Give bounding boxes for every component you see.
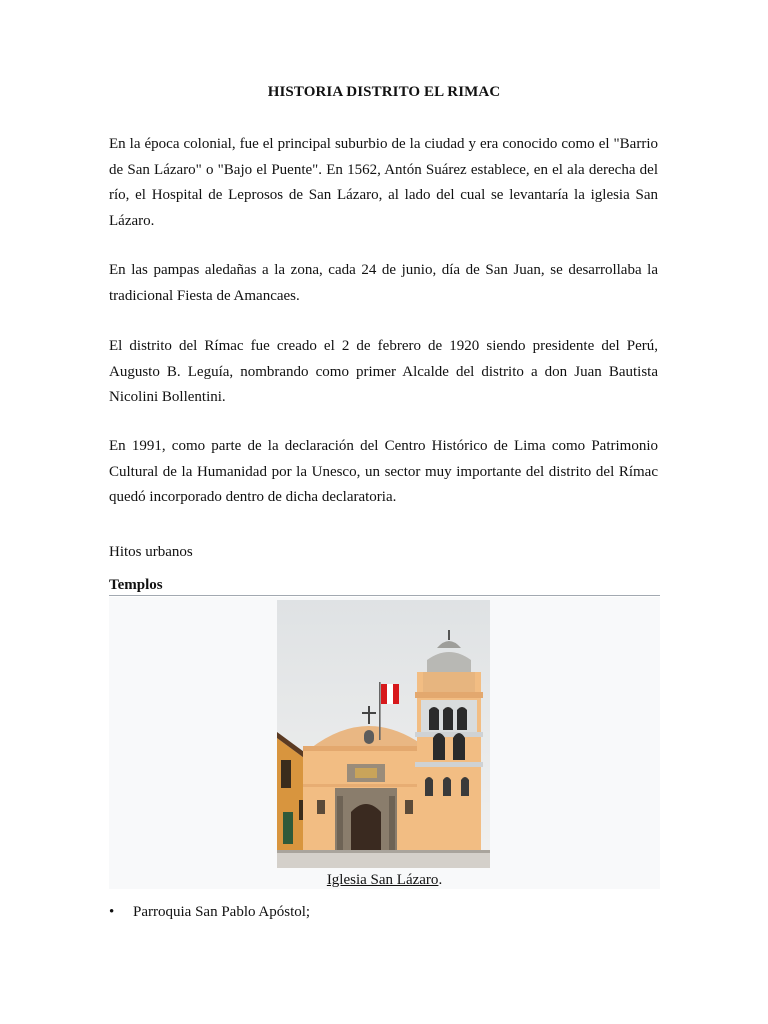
hitos-urbanos-label: Hitos urbanos	[109, 544, 193, 560]
heading-divider	[109, 595, 660, 596]
templos-list	[109, 904, 310, 921]
document-title: HISTORIA DISTRITO EL RIMAC	[267, 84, 501, 100]
paragraph-amancaes: En las pampas aledañas a la zona, cada 24 de junio, día de San Juan, se desarrollaba la tradicional Fiesta de Amancaes.	[109, 262, 658, 304]
paragraph-unesco: En 1991, como parte de la declaración del Centro Histórico de Lima como Patrimonio Cultural de la Humanidad por la Unesco, un sector muy importante del distrito del Rímac quedó incorporado dentro de dicha declaratoria.	[109, 438, 658, 505]
list-item-text: Parroquia San Pablo Apóstol;	[133, 904, 311, 920]
paragraph-colonial: En la época colonial, fue el principal suburbio de la ciudad y era conocido como el "Barrio de San Lázaro" o "Bajo el Puente". En 1562, Antón Suárez establece, en el ala derecha del río, el Hospital de Leprosos de San Lázaro, al lado del cual se levantaría la iglesia San Lázaro.	[109, 136, 658, 229]
templos-heading: Templos	[109, 577, 163, 593]
bullet-marker: •	[109, 904, 115, 920]
figure-caption	[109, 872, 660, 889]
church-photo	[277, 600, 490, 868]
caption-link-iglesia-san-lazaro[interactable]: Iglesia San Lázaro	[326, 872, 439, 888]
caption-suffix: .	[438, 872, 443, 888]
paragraph-creacion: El distrito del Rímac fue creado el 2 de febrero de 1920 siendo presidente del Perú, Augusto B. Leguía, nombrando como primer Alcalde del distrito a don Juan Bautista Nicolini Bollentini.	[109, 338, 658, 405]
list-item	[109, 904, 310, 921]
